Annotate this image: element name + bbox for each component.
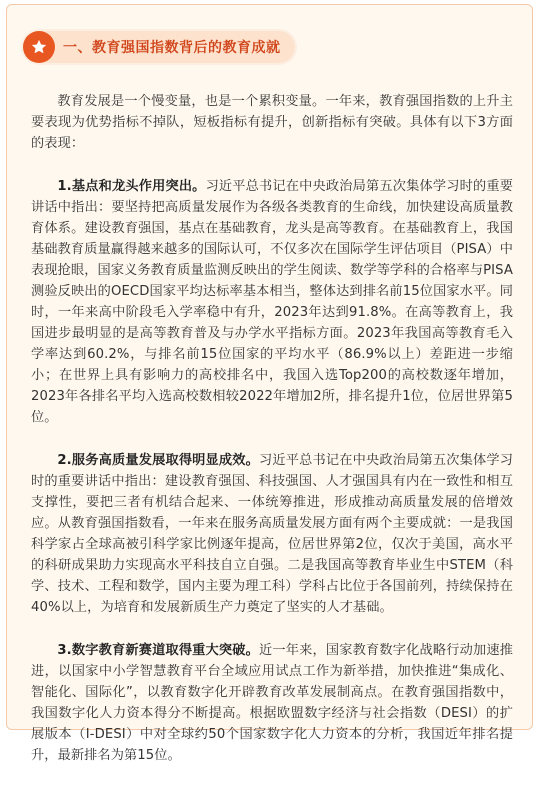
section-title: 一、教育强国指数背后的教育成就 — [63, 40, 281, 56]
star-icon — [23, 31, 55, 63]
section-heading — [23, 31, 295, 63]
paragraph-point-3 — [31, 640, 513, 766]
paragraph-text: 教育发展是一个慢变量，也是一个累积变量。一年来，教育强国指数的上升主要表现为优势指标不掉队，短板指标有提升，创新指标有突破。具体有以下3方面的表现： — [31, 94, 513, 151]
paragraph-text: 习近平总书记在中央政治局第五次集体学习时的重要讲话中指出：建设教育强国、科技强国、人才强国具有内在一致性和相互支撑性，要把三者有机结合起来、一体统筹推进，形成推动高质量发展的倍增效应。从教育强国指数看，一年来在服务高质量发展方面有两个主要成就：一是我国科学家占全球高被引科学家比例逐年提高，位居世界第2位，仅次于美国，高水平的科研成果助力实现高水平科技自立自强。二是我国高等教育毕业生中STEM（科学、技术、工程和数学，国内主要为理工科）学科占比位于各国前列，持续保持在40%以上，为培育和发展新质生产力奠定了坚实的人才基础。 — [31, 453, 513, 615]
article-body — [31, 91, 513, 788]
paragraph-lead: 1.基点和龙头作用突出。 — [57, 179, 206, 194]
paragraph-lead: 3.数字教育新赛道取得重大突破。 — [57, 643, 260, 658]
paragraph-point-1 — [31, 176, 513, 428]
paragraph-lead: 2.服务高质量发展取得明显成效。 — [57, 453, 260, 468]
paragraph-point-2 — [31, 450, 513, 618]
paragraph-text: 习近平总书记在中央政治局第五次集体学习时的重要讲话中指出：要坚持把高质量发展作为各级各类教育的生命线，加快建设高质量教育体系。建设教育强国，基点在基础教育，龙头是高等教育。在基础教育上，我国基础教育质量赢得越来越多的国际认可，不仅多次在国际学生评估项目（PISA）中表现抢眼，国家义务教育质量监测反映出的学生阅读、数学等学科的合格率与PISA测验反映出的OECD国家平均达标率基本相当，整体达到排名前15位国家水平。同时，一年来高中阶段毛入学率稳中有升，2023年达到91.8%。在高等教育上，我国进步最明显的是高等教育普及与办学水平指标方面。2023年我国高等教育毛入学率达到60.2%，与排名前15位国家的平均水平（86.9%以上）差距进一步缩小；在世界上具有影响力的高校排名中，我国入选Top200的高校数逐年增加，2023年各排名平均入选高校数相较2022年增加2所，排名提升1位，位居世界第5位。 — [31, 179, 513, 425]
article-card — [6, 4, 533, 763]
paragraph-intro — [31, 91, 513, 154]
paragraph-text: 近一年来，国家教育数字化战略行动加速推进，以国家中小学智慧教育平台全域应用试点工作为新举措，加快推进“集成化、智能化、国际化”，以教育数字化开辟教育改革发展制高点。在教育强国指数中，我国数字化人力资本得分不断提高。根据欧盟数字经济与社会指数（DESI）的扩展版本（I-DESI）中对全球约50个国家数字化人力资本的分析，我国近年排名提升，最新排名为第15位。 — [31, 643, 513, 763]
